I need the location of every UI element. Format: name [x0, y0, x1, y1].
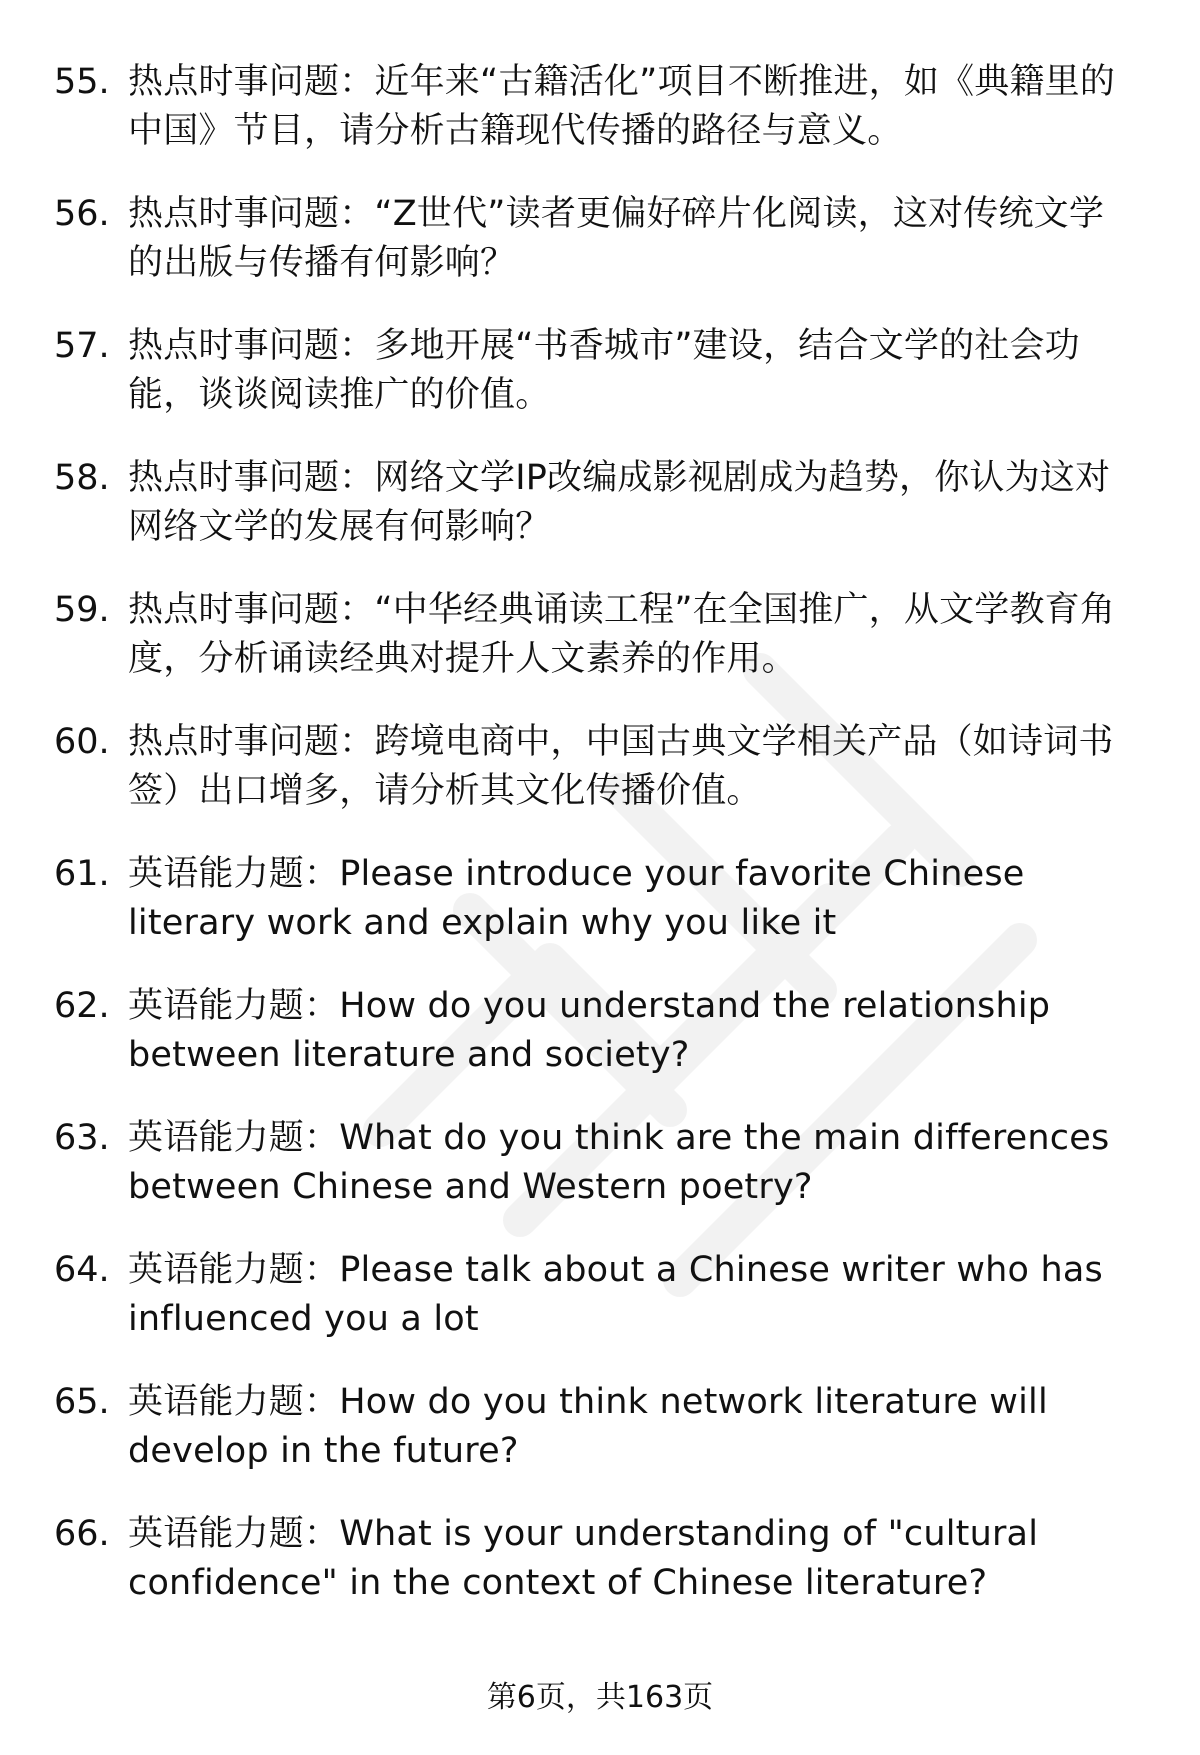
question-text: 热点时事问题：“中华经典诵读工程”在全国推广，从文学教育角度，分析诵读经典对提升人文素养的作用。: [128, 590, 1116, 679]
question-number: 65.: [54, 1382, 110, 1422]
question-text: 热点时事问题：网络文学IP改编成影视剧成为趋势，你认为这对网络文学的发展有何影响？: [128, 458, 1111, 547]
question-text: 热点时事问题：跨境电商中，中国古典文学相关产品（如诗词书签）出口增多，请分析其文化传播价值。: [128, 722, 1114, 811]
question-item: [54, 850, 1144, 982]
question-text: 英语能力题：How do you think network literature will develop in the future?: [128, 1382, 1048, 1471]
question-number: 66.: [54, 1514, 110, 1554]
question-number: 56.: [54, 194, 110, 234]
question-number: 64.: [54, 1250, 110, 1290]
question-item: [54, 58, 1144, 190]
question-item: [54, 190, 1144, 322]
question-text: 英语能力题：Please talk about a Chinese writer who has influenced you a lot: [128, 1250, 1103, 1339]
question-number: 57.: [54, 326, 110, 366]
question-item: [54, 1510, 1144, 1642]
question-item: [54, 322, 1144, 454]
question-item: [54, 1378, 1144, 1510]
question-item: [54, 454, 1144, 586]
question-number: 61.: [54, 854, 110, 894]
question-text: 英语能力题：How do you understand the relationship between literature and society?: [128, 986, 1051, 1075]
page-footer: 第6页，共163页: [486, 1680, 714, 1715]
question-item: [54, 586, 1144, 718]
question-text: 英语能力题：What do you think are the main differences between Chinese and Western poetry?: [128, 1118, 1110, 1207]
question-text: 热点时事问题：“Z世代”读者更偏好碎片化阅读，这对传统文学的出版与传播有何影响？: [128, 194, 1105, 283]
question-text: 热点时事问题：多地开展“书香城市”建设，结合文学的社会功能，谈谈阅读推广的价值。: [128, 326, 1080, 415]
question-item: [54, 718, 1144, 850]
question-number: 60.: [54, 722, 110, 762]
question-item: [54, 1246, 1144, 1378]
question-item: [54, 982, 1144, 1114]
question-number: 55.: [54, 62, 110, 102]
question-text: 英语能力题：What is your understanding of "cultural confidence" in the context of Chinese literature?: [128, 1514, 1039, 1603]
question-item: [54, 1114, 1144, 1246]
question-text: 热点时事问题：近年来“古籍活化”项目不断推进，如《典籍里的中国》节目，请分析古籍现代传播的路径与意义。: [128, 62, 1116, 151]
question-number: 63.: [54, 1118, 110, 1158]
question-number: 62.: [54, 986, 110, 1026]
question-number: 58.: [54, 458, 110, 498]
question-list: [54, 58, 1144, 1642]
question-text: 英语能力题：Please introduce your favorite Chinese literary work and explain why you like it: [128, 854, 1025, 943]
question-number: 59.: [54, 590, 110, 630]
